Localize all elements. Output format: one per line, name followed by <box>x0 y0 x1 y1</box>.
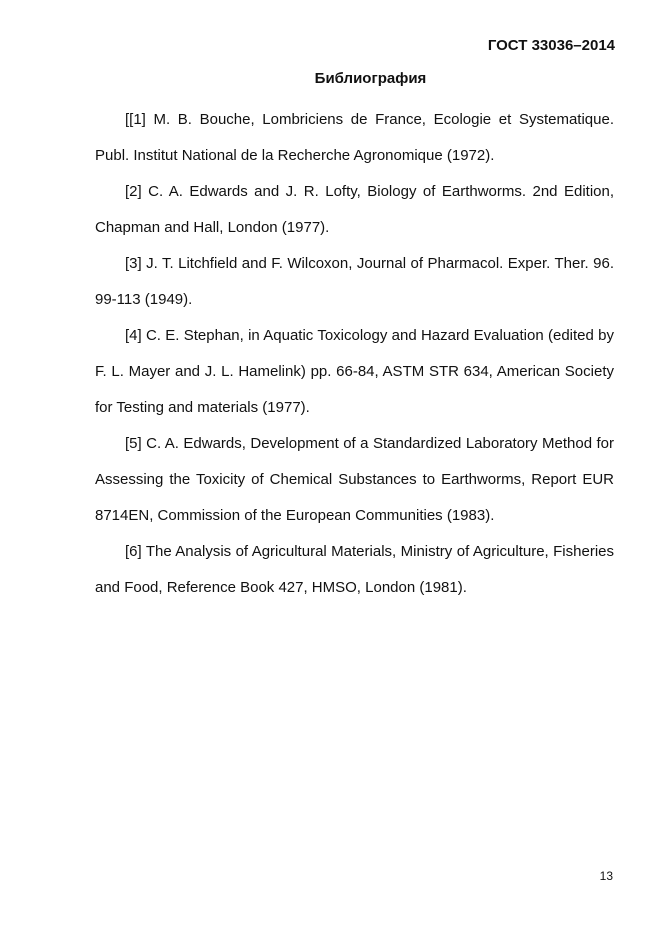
bibliography-title <box>0 70 661 87</box>
reference-item-4: [4] C. E. Stephan, in Aquatic Toxicology and Hazard Evaluation (edited by F. L. Mayer and J. L. Hamelink) pp. 66-84, ASTM STR 634, American Society for Testing and materials (1977). <box>95 327 614 416</box>
reference-item-5: [5] C. A. Edwards, Development of a Standardized Laboratory Method for Assessing the Toxicity of Chemical Substances to Earthworms, Report EUR 8714EN, Commission of the European Communities (1983). <box>95 435 614 524</box>
bibliography-title-text: Библиография <box>314 70 427 87</box>
reference-item-6: [6] The Analysis of Agricultural Materials, Ministry of Agriculture, Fisheries and Food, Reference Book 427, HMSO, London (1981). <box>95 543 614 596</box>
page-number: 13 <box>599 869 613 883</box>
reference-item-1: [[1] M. B. Bouche, Lombriciens de France, Ecologie et Systematique. Publ. Institut National de la Recherche Agronomique (1972). <box>95 111 614 164</box>
reference-item-2: [2] C. A. Edwards and J. R. Lofty, Biology of Earthworms. 2nd Edition, Chapman and Hall, London (1977). <box>95 183 614 236</box>
reference-item-3: [3] J. T. Litchfield and F. Wilcoxon, Journal of Pharmacol. Exper. Ther. 96. 99-113 (1949). <box>95 255 614 308</box>
reference-list <box>95 102 614 606</box>
document-code: ГОСТ 33036–2014 <box>487 37 615 54</box>
